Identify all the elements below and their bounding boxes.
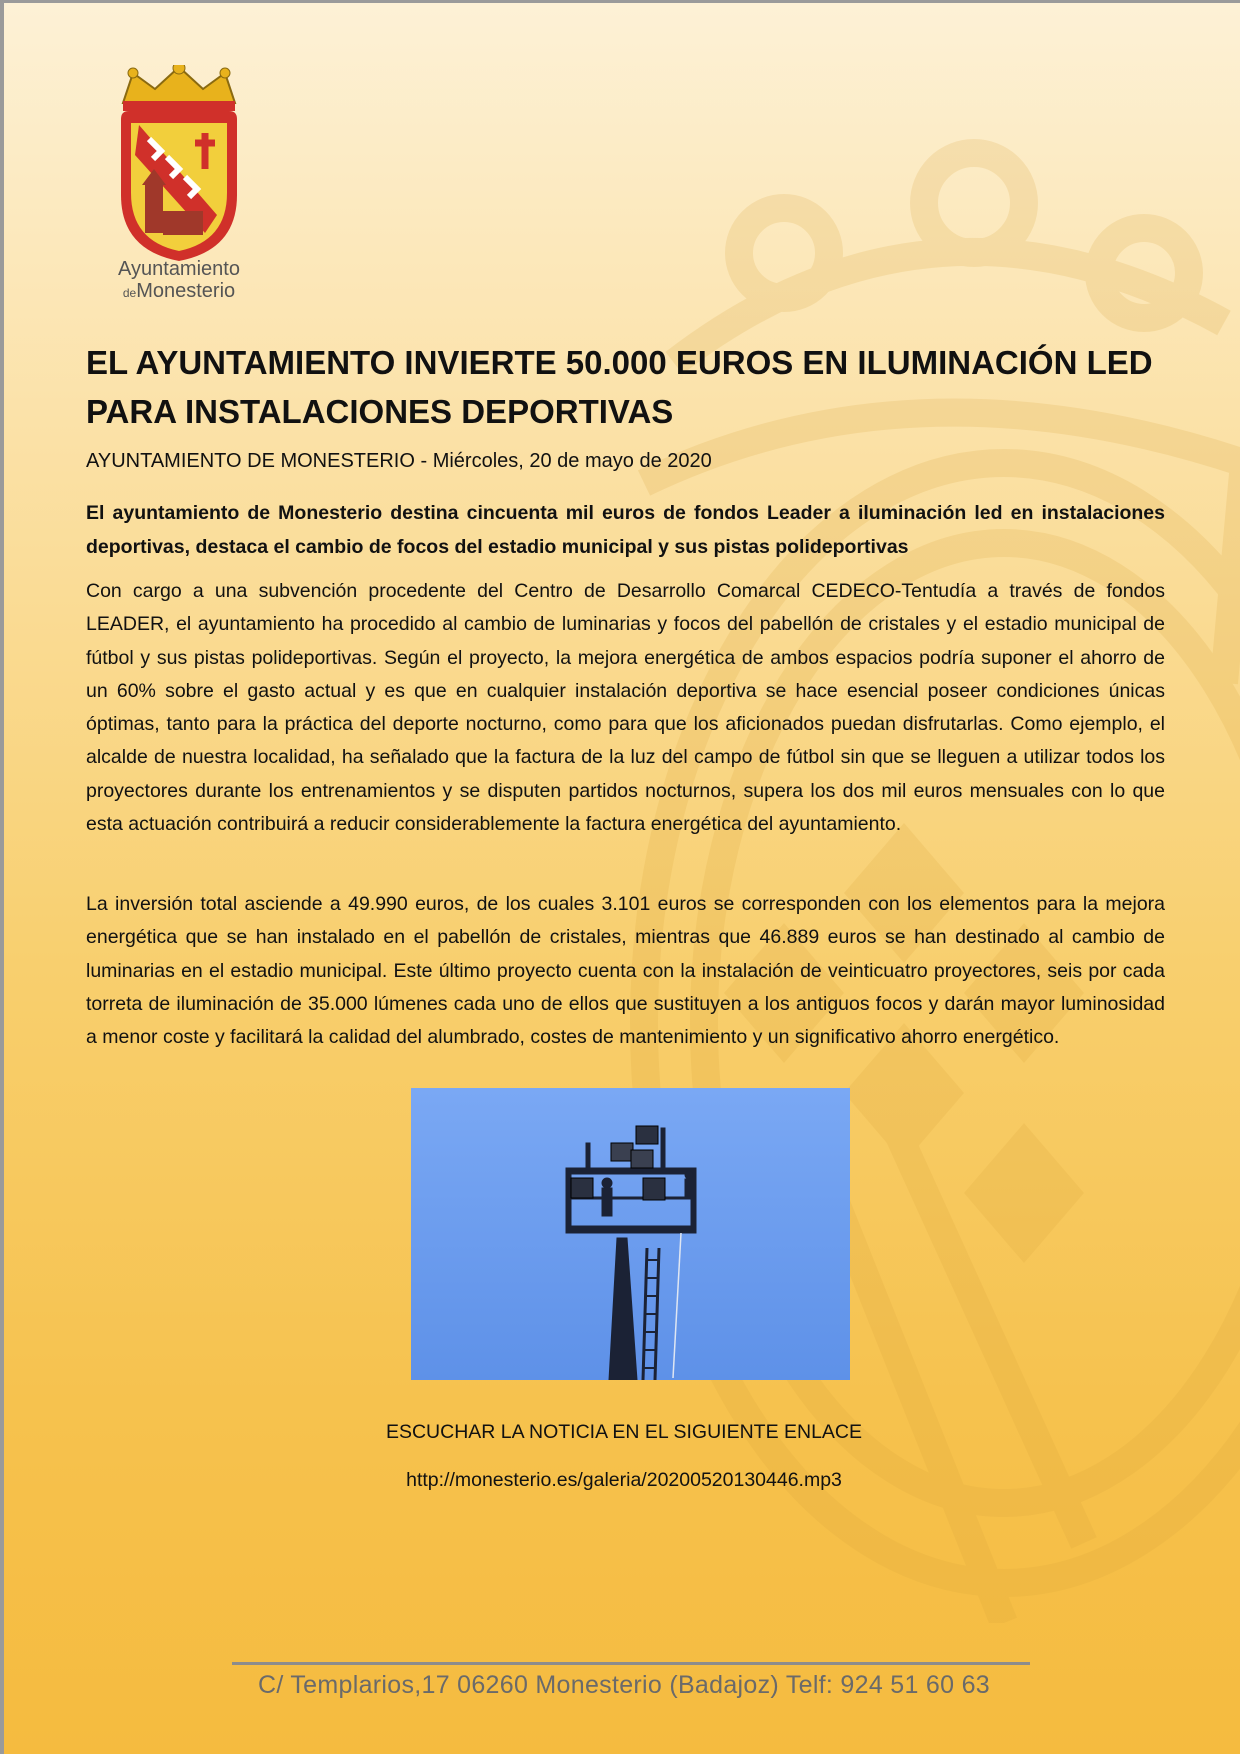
lead-paragraph: El ayuntamiento de Monesterio destina cincuenta mil euros de fondos Leader a iluminación led en instalaciones deportivas, destaca el cambio de focos del estadio municipal y sus pistas polideportivas [86,502,1165,558]
body-paragraph-2: La inversión total asciende a 49.990 euros, de los cuales 3.101 euros se corresponden con los elementos para la mejora energética que se han instalado en el pabellón de cristales, mientras que 46.889 euros se han destinado al cambio de luminarias en el estadio municipal. Este último proyecto cuenta con la instalación de veinticuatro proyectores, seis por cada torreta de iluminación de 35.000 lúmenes cada uno de ellos que sustituyen a los antiguos focos y darán mayor luminosidad a menor coste y facilitará la calidad del alumbrado, costes de mantenimiento y un significativo ahorro energético. [86,893,1165,1049]
footer-address: C/ Templarios,17 06260 Monesterio (Badajoz) Telf: 924 51 60 63 [257,1671,990,1699]
footer-divider [232,1662,1030,1665]
body-paragraph-1: Con cargo a una subvención procedente del Centro de Desarrollo Comarcal CEDECO-Tentudía a través de fondos LEADER, el ayuntamiento ha procedido al cambio de luminarias y focos del pabellón de cristales y el estadio municipal de fútbol y sus pistas polideportivas. Según el proyecto, la mejora energética de ambos espacios podría suponer el ahorro de un 60% sobre el gasto actual y es que en cualquier instalación deportiva se hace esencial poseer condiciones únicas óptimas, tanto para la práctica del deporte nocturno, como para que los aficionados puedan disfrutarlas. Como ejemplo, el alcalde de nuestra localidad, ha señalado que la factura de la luz del campo de fútbol sin que se lleguen a utilizar todos los proyectores durante los entrenamientos y se disputen partidos nocturnos, supera los dos mil euros mensuales con lo que esta actuación contribuirá a reducir considerablemente la factura energética del ayuntamiento. [86,580,1165,836]
headline: EL AYUNTAMIENTO INVIERTE 50.000 EUROS EN ILUMINACIÓN LED PARA INSTALACIONES DEPORTIVAS [86,344,1153,430]
logo-line-1: Ayuntamiento [118,258,240,280]
logo-prefix: de [122,286,137,300]
audio-link[interactable]: http://monesterio.es/galeria/20200520130446.mp3 [406,1469,842,1491]
byline: AYUNTAMIENTO DE MONESTERIO - Miércoles, 20 de mayo de 2020 [86,450,712,472]
logo-line-2: Monesterio [136,280,236,302]
logo-caption [99,258,259,304]
floodlight-tower-photo [411,1088,850,1380]
listen-label: ESCUCHAR LA NOTICIA EN EL SIGUIENTE ENLACE [385,1421,863,1443]
